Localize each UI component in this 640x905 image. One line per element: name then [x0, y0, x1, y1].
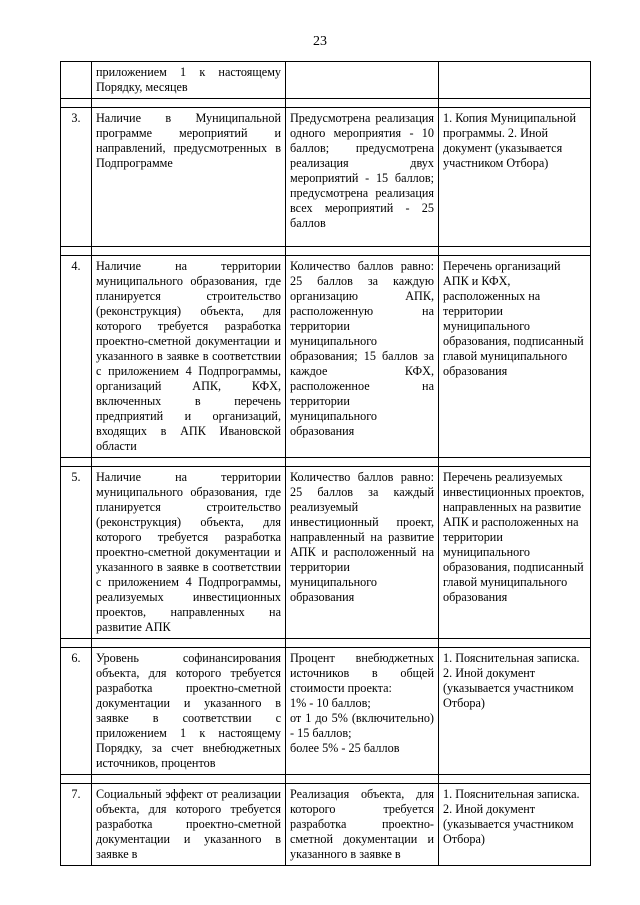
cell-score: Реализация объекта, для которого требуется разработка проектно-сметной документации и указанного в заявке в [286, 784, 439, 866]
cell-score: Количество баллов равно: 25 баллов за каждую организацию АПК, расположенную на территории муниципального образования; 15 баллов за каждое КФХ, расположенное на территории муниципального образования [286, 256, 439, 458]
table-row-6 [61, 648, 591, 775]
page-number: 23 [313, 34, 327, 49]
cell-number: 6. [61, 648, 92, 775]
cell-docs: 1. Пояснительная записка. 2. Иной документ (указывается участником Отбора) [439, 784, 591, 866]
cell-docs: 1. Копия Муниципальной программы. 2. Иной документ (указывается участником Отбора) [439, 108, 591, 247]
row-gap [61, 639, 591, 648]
cell-score [286, 62, 439, 99]
cell-criterion: Наличие на территории муниципального образования, где планируется строительство (реконструкция) объекта, для которого требуется разработка проектно-сметной документации и указанного в заявке в соответствии с приложением 4 Подпрограммы, реализуемых инвестиционных проектов, направленных на развитие АПК [92, 467, 286, 639]
cell-score [286, 648, 439, 775]
row-gap [61, 247, 591, 256]
cell-number [61, 62, 92, 99]
score-line-2: от 1 до 5% (включительно) - 15 баллов; [290, 711, 434, 740]
table-row-4 [61, 256, 591, 458]
cell-criterion: Уровень софинансирования объекта, для которого требуется разработка проектно-сметной документации и указанного в заявке в соответствии с приложением 1 к настоящему Порядку, за счет внебюджетных источников, процентов [92, 648, 286, 775]
table-row-7 [61, 784, 591, 866]
cell-score: Предусмотрена реализация одного мероприятия - 10 баллов; предусмотрена реализация двух мероприятий - 15 баллов; предусмотрена реализация всех мероприятий - 25 баллов [286, 108, 439, 247]
cell-criterion: Наличие на территории муниципального образования, где планируется строительство (реконструкция) объекта, для которого требуется разработка проектно-сметной документации и указанного в заявке в соответствии с приложением 4 Подпрограммы, организаций АПК, КФХ, включенных в перечень предприятий и организаций, входящих в АПК Ивановской области [92, 256, 286, 458]
table-row-3 [61, 108, 591, 247]
cell-number: 3. [61, 108, 92, 247]
cell-docs [439, 62, 591, 99]
cell-number: 5. [61, 467, 92, 639]
cell-criterion: Наличие в Муниципальной программе мероприятий и направлений, предусмотренных в Подпрограмме [92, 108, 286, 247]
table-row-continuation [61, 62, 591, 99]
score-line-intro: Процент внебюджетных источников в общей стоимости проекта: [290, 651, 434, 695]
table-row-5 [61, 467, 591, 639]
row-gap [61, 99, 591, 108]
cell-docs: Перечень организаций АПК и КФХ, расположенных на территории муниципального образования, подписанный главой муниципального образования [439, 256, 591, 458]
cell-docs: 1. Пояснительная записка. 2. Иной документ (указывается участником Отбора) [439, 648, 591, 775]
cell-criterion: Социальный эффект от реализации объекта, для которого требуется разработка проектно-сметной документации и указанного в заявке в [92, 784, 286, 866]
score-line-1: 1% - 10 баллов; [290, 696, 371, 710]
criteria-table [60, 61, 591, 866]
row-gap [61, 775, 591, 784]
score-line-3: более 5% - 25 баллов [290, 741, 400, 755]
cell-criterion: приложением 1 к настоящему Порядку, месяцев [92, 62, 286, 99]
cell-docs: Перечень реализуемых инвестиционных проектов, направленных на развитие АПК и расположенных на территории муниципального образования, подписанный главой муниципального образования [439, 467, 591, 639]
cell-score: Количество баллов равно: 25 баллов за каждый реализуемый инвестиционный проект, направленный на развитие АПК и расположенный на территории муниципального образования [286, 467, 439, 639]
cell-number: 7. [61, 784, 92, 866]
row-gap [61, 458, 591, 467]
cell-number: 4. [61, 256, 92, 458]
